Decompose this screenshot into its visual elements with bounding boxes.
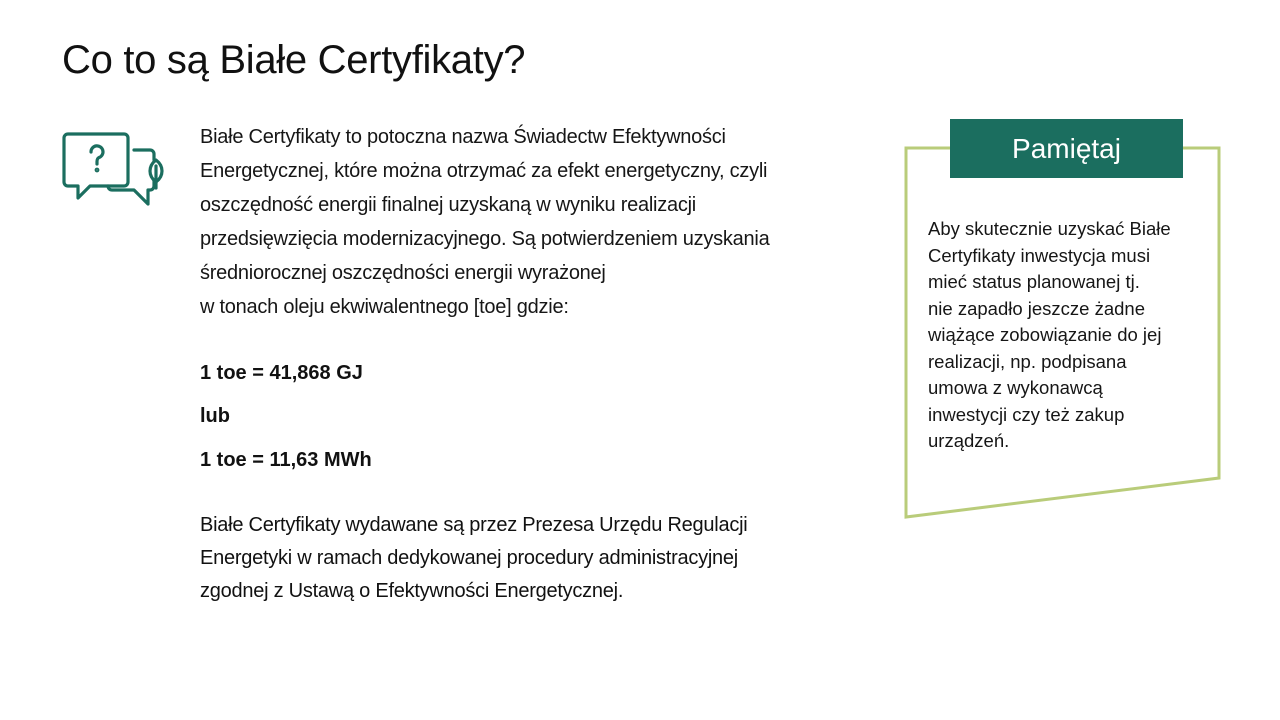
formula-mwh: 1 toe = 11,63 MWh [200, 449, 372, 471]
intro-line: Energetycznej, które można otrzymać za efekt energetyczny, czyli [200, 160, 768, 182]
intro-line: oszczędność energii finalnej uzyskaną w wyniku realizacji [200, 194, 696, 216]
note-text [928, 216, 1208, 455]
intro-line: średniorocznej oszczędności energii wyrażonej [200, 262, 606, 284]
note-line: realizacji, np. podpisana [928, 350, 1127, 372]
intro-line: w tonach oleju ekwiwalentnego [toe] gdzie: [200, 296, 569, 318]
note-line: mieć status planowanej tj. [928, 271, 1140, 292]
issuer-line: Białe Certyfikaty wydawane są przez Prezesa Urzędu Regulacji [200, 514, 748, 536]
note-line: Certyfikaty inwestycja musi [928, 244, 1151, 266]
speech-bubbles-question-leaf-icon [58, 128, 178, 224]
note-line: inwestycji czy też zakup [928, 403, 1125, 425]
issuer-paragraph [200, 509, 890, 608]
intro-line: przedsięwzięcia modernizacyjnego. Są potwierdzeniem uzyskania [200, 228, 770, 250]
note-line: Aby skutecznie uzyskać Białe [928, 218, 1171, 239]
slide-title: Co to są Białe Certyfikaty? [62, 38, 526, 82]
note-header-label: Pamiętaj [1012, 132, 1121, 164]
intro-line: Białe Certyfikaty to potoczna nazwa Świadectw Efektywności [200, 126, 726, 148]
note-header [950, 119, 1183, 178]
note-line: urządzeń. [928, 430, 1010, 451]
note-line: umowa z wykonawcą [928, 377, 1103, 398]
formula-connector: lub [200, 405, 230, 427]
note-line: nie zapadło jeszcze żadne [928, 297, 1146, 319]
issuer-line: Energetyki w ramach dedykowanej procedury administracyjnej [200, 547, 738, 569]
intro-paragraph [200, 120, 890, 324]
formula-gj: 1 toe = 41,868 GJ [200, 362, 363, 384]
note-line: wiążące zobowiązanie do jej [928, 324, 1162, 345]
issuer-line: zgodnej z Ustawą o Efektywności Energetycznej. [200, 580, 624, 602]
